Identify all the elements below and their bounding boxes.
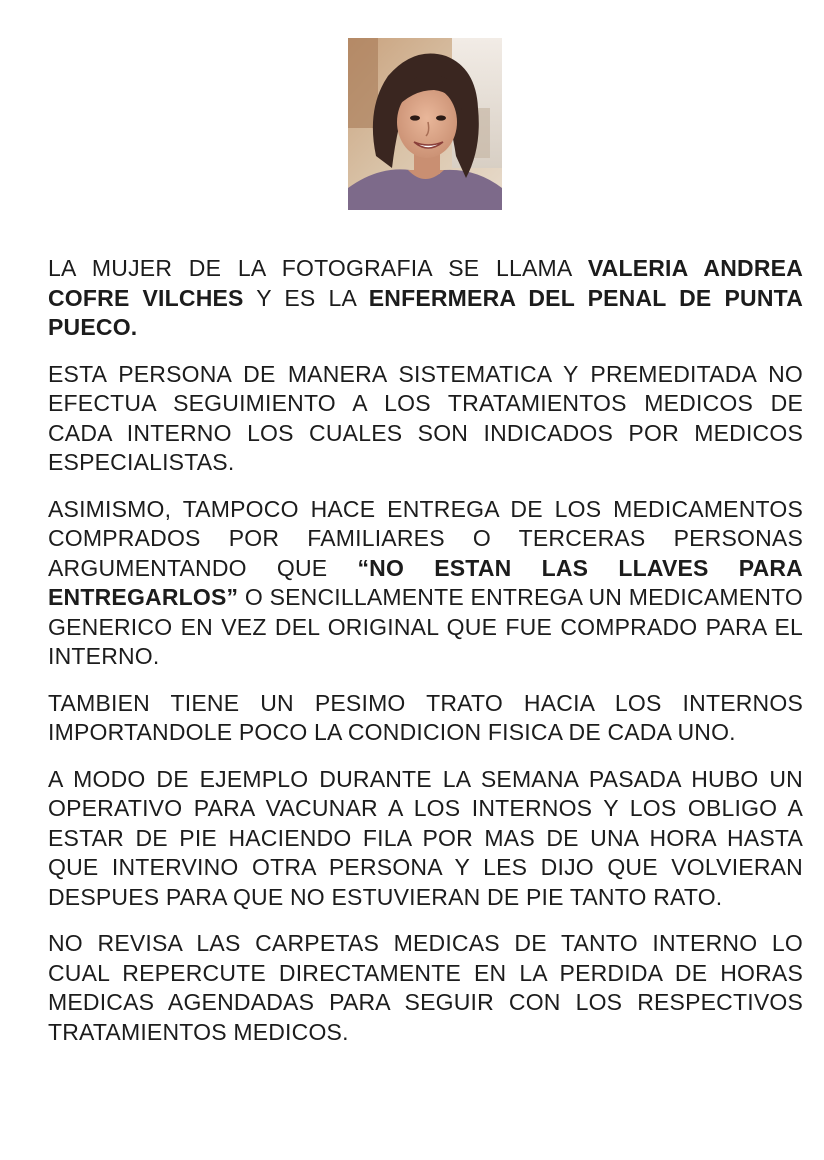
p1-text-c: Y ES LA <box>243 284 369 311</box>
p3-quote-bold: “NO ESTAN LAS LLAVES PARA ENTREGARLOS” <box>48 554 803 610</box>
p3-text-c: O SENCILLAMENTE ENTREGA UN MEDICAMENTO GENERICO EN VEZ DEL ORIGINAL QUE FUE COMPRADO PARA EL INTERNO. <box>48 584 803 669</box>
p1-text-a: LA MUJER DE LA FOTOGRAFIA SE LLAMA <box>48 255 588 281</box>
paragraph-example: A MODO DE EJEMPLO DURANTE LA SEMANA PASADA HUBO UN OPERATIVO PARA VACUNAR A LOS INTERNOS Y LOS OBLIGO A ESTAR DE PIE HACIENDO FILA POR MAS DE UNA HORA HASTA QUE INTERVINO OTRA PERSONA Y LES DIJO QUE VOLVIERAN DESPUES PARA QUE NO ESTUVIERAN DE PIE TANTO RATO. <box>48 765 803 910</box>
p1-role-bold: ENFERMERA DEL PENAL DE PUNTA PUECO. <box>48 284 804 340</box>
paragraph-records: NO REVISA LAS CARPETAS MEDICAS DE TANTO INTERNO LO CUAL REPERCUTE DIRECTAMENTE EN LA PERDIDA DE HORAS MEDICAS AGENDADAS PARA SEGUIR CON LOS RESPECTIVOS TRATAMIENTOS MEDICOS. <box>48 930 803 1045</box>
paragraph-identification <box>48 254 803 343</box>
portrait-photo <box>348 38 502 210</box>
paragraph-treatment: ESTA PERSONA DE MANERA SISTEMATICA Y PREMEDITADA NO EFECTUA SEGUIMIENTO A LOS TRATAMIENTOS MEDICOS DE CADA INTERNO LOS CUALES SON INDICADOS POR MEDICOS ESPECIALISTAS. <box>48 360 803 475</box>
paragraph-medications <box>48 495 803 672</box>
p3-text-a: ASIMISMO, TAMPOCO HACE ENTREGA DE LOS MEDICAMENTOS COMPRADOS POR FAMILIARES O TERCERAS PERSONAS ARGUMENTANDO QUE <box>48 495 803 581</box>
paragraph-treatment-of-inmates: TAMBIEN TIENE UN PESIMO TRATO HACIA LOS INTERNOS IMPORTANDOLE POCO LA CONDICION FISICA DE CADA UNO. <box>48 689 803 745</box>
document-body <box>48 254 803 1047</box>
p1-name-bold: VALERIA ANDREA COFRE VILCHES <box>48 255 804 311</box>
